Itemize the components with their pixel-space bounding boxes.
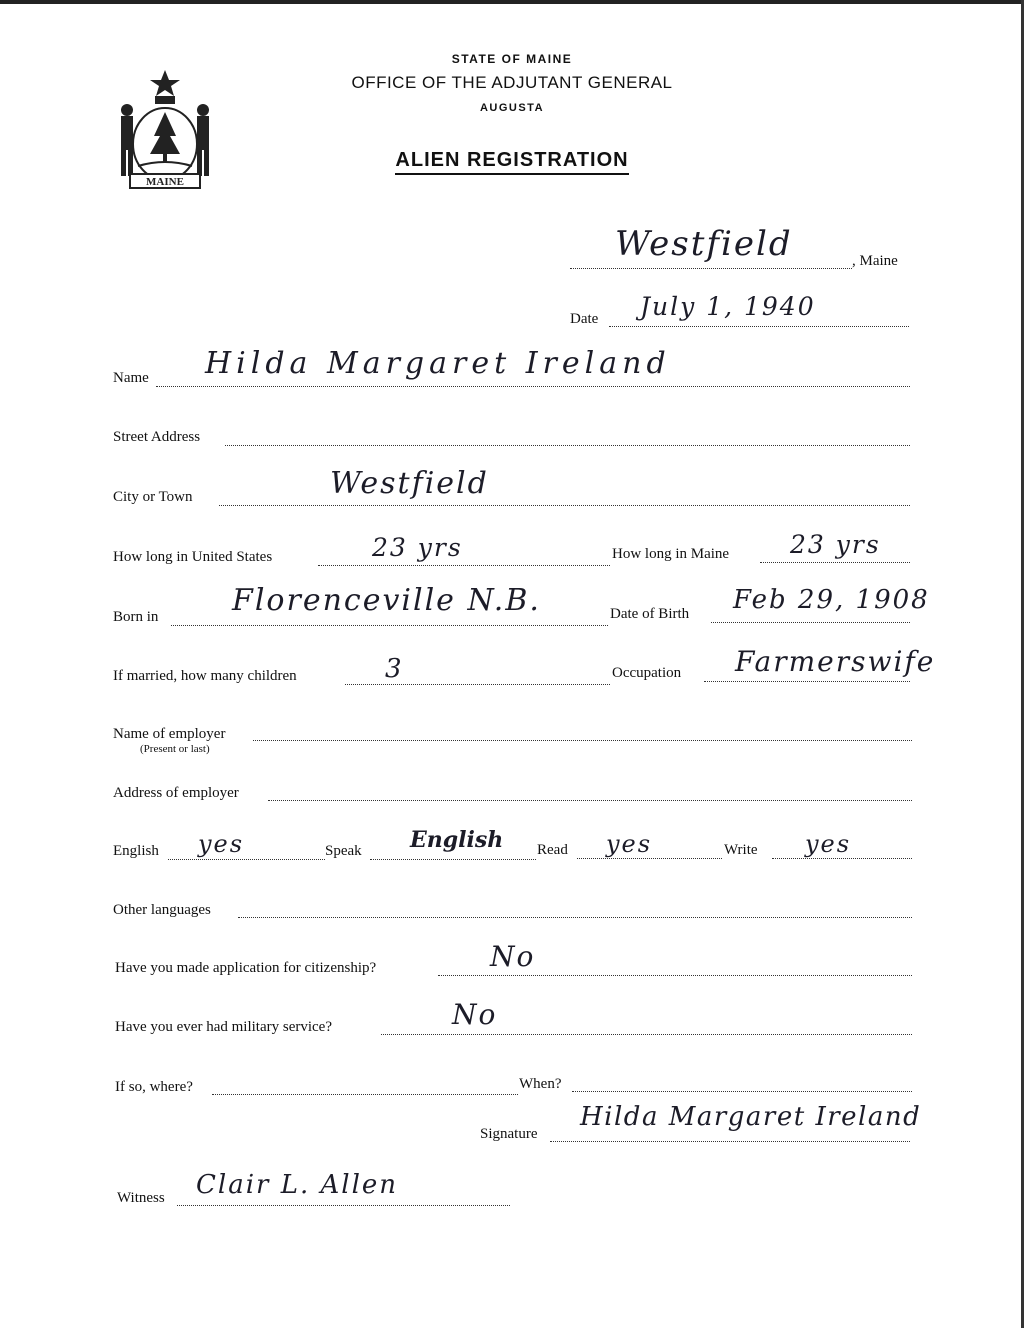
seal-banner-text: MAINE	[146, 176, 184, 188]
write-line	[772, 858, 912, 859]
occupation-line	[704, 681, 910, 682]
location-line	[570, 268, 852, 269]
children-line	[345, 684, 610, 685]
street-address-label: Street Address	[113, 429, 201, 445]
city-town-label: City or Town	[113, 489, 193, 505]
where-label: If so, where?	[115, 1079, 193, 1095]
location-suffix: , Maine	[852, 253, 898, 269]
occupation-label: Occupation	[612, 665, 682, 681]
signature-line	[550, 1141, 910, 1142]
signature-value[interactable]: Hilda Margaret Ireland	[580, 1102, 922, 1132]
employer-name-label: Name of employer	[113, 726, 226, 742]
military-line	[381, 1034, 912, 1035]
write-value[interactable]: yes	[805, 830, 852, 858]
other-languages-line	[238, 917, 912, 918]
employer-address-line	[268, 800, 912, 801]
read-label: Read	[537, 842, 568, 858]
english-label: English	[113, 843, 159, 859]
date-of-birth-label: Date of Birth	[610, 606, 690, 622]
name-line	[156, 386, 910, 387]
citizenship-label: Have you made application for citizenship?	[115, 960, 377, 976]
date-line	[609, 326, 909, 327]
name-label: Name	[113, 370, 149, 386]
how-long-us-label: How long in United States	[113, 549, 273, 565]
location-value[interactable]: Westfield	[615, 224, 793, 264]
signature-label: Signature	[480, 1126, 538, 1142]
header-state: STATE OF MAINE	[451, 52, 573, 66]
form-title-text: ALIEN REGISTRATION	[395, 149, 628, 175]
citizenship-line	[438, 975, 912, 976]
born-in-label: Born in	[113, 609, 159, 625]
form-title	[0, 149, 1024, 172]
header-city: AUGUSTA	[479, 102, 545, 114]
city-town-value[interactable]: Westfield	[330, 466, 489, 501]
employer-name-line	[253, 740, 912, 741]
witness-label: Witness	[117, 1190, 165, 1206]
citizenship-value[interactable]: No	[490, 940, 536, 973]
speak-line	[370, 859, 536, 860]
page-border-top	[0, 0, 1024, 4]
children-label: If married, how many children	[113, 668, 297, 684]
children-value[interactable]: 3	[385, 654, 404, 684]
employer-name-note: (Present or last)	[140, 743, 210, 755]
how-long-us-line	[318, 565, 610, 566]
how-long-maine-line	[760, 562, 910, 563]
read-value[interactable]: yes	[606, 830, 653, 858]
military-label: Have you ever had military service?	[115, 1019, 332, 1035]
english-value[interactable]: yes	[198, 830, 245, 858]
other-languages-label: Other languages	[113, 902, 211, 918]
speak-value[interactable]: English	[410, 827, 504, 853]
born-in-value[interactable]: Florenceville N.B.	[232, 583, 541, 618]
english-line	[168, 859, 325, 860]
date-of-birth-value[interactable]: Feb 29, 1908	[733, 585, 930, 615]
witness-value[interactable]: Clair L. Allen	[196, 1170, 399, 1200]
speak-label: Speak	[325, 843, 362, 859]
employer-address-label: Address of employer	[113, 785, 239, 801]
street-address-line	[225, 445, 910, 446]
how-long-maine-label: How long in Maine	[612, 546, 730, 562]
date-label: Date	[570, 311, 599, 327]
when-line	[572, 1091, 912, 1092]
born-in-line	[171, 625, 608, 626]
when-label: When?	[519, 1076, 562, 1092]
how-long-maine-value[interactable]: 23 yrs	[790, 530, 881, 559]
witness-line	[177, 1205, 510, 1206]
header-office: OFFICE OF THE ADJUTANT GENERAL	[351, 73, 673, 92]
read-line	[577, 858, 722, 859]
military-value[interactable]: No	[452, 998, 498, 1031]
how-long-us-value[interactable]: 23 yrs	[372, 533, 463, 562]
city-town-line	[219, 505, 910, 506]
date-of-birth-line	[711, 622, 910, 623]
date-value[interactable]: July 1, 1940	[640, 292, 816, 321]
write-label: Write	[724, 842, 758, 858]
occupation-value[interactable]: Farmerswife	[735, 645, 936, 678]
name-value[interactable]: Hilda Margaret Ireland	[205, 346, 671, 381]
where-line	[212, 1094, 518, 1095]
